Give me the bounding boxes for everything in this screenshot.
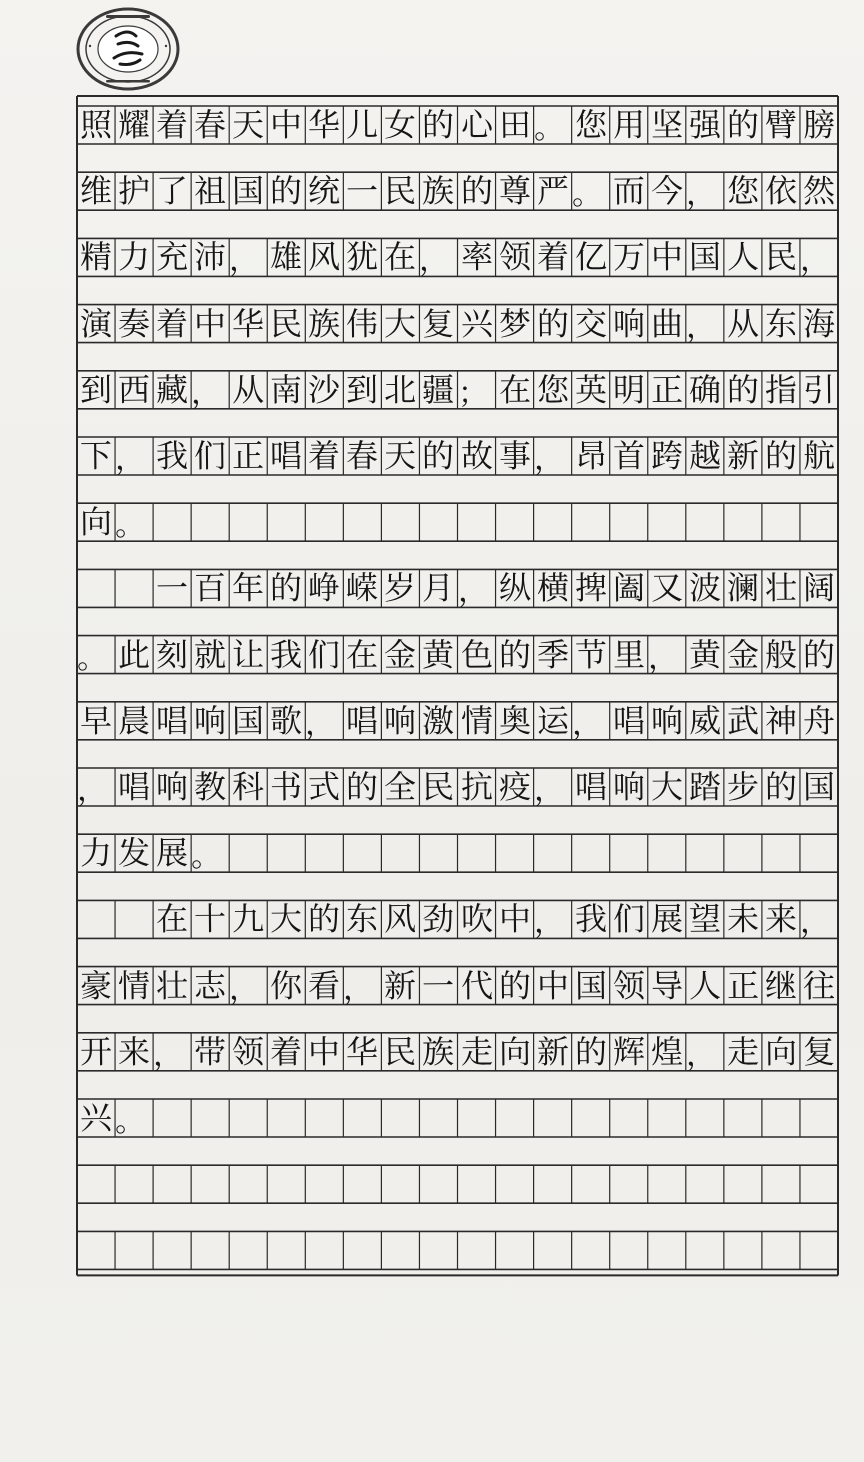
grid-character: 看: [308, 966, 341, 1005]
grid-character: 人: [726, 238, 760, 277]
grid-character: 岁: [384, 569, 417, 608]
grid-character: 十: [193, 900, 227, 939]
grid-character: 情: [117, 966, 151, 1005]
grid-character: 严: [536, 172, 569, 211]
grid-character: 代: [460, 966, 493, 1005]
grid-character: 膀: [802, 105, 836, 145]
grid-character: 海: [802, 304, 836, 343]
grid-character: 的: [498, 635, 531, 674]
grid-character: 黄: [422, 635, 455, 674]
grid-character: 尊: [498, 172, 531, 211]
grid-character: 的: [498, 966, 531, 1005]
grid-character: 志: [193, 966, 227, 1005]
grid-character: 到: [346, 370, 379, 409]
grid-character: 激: [422, 701, 455, 740]
grid-character: 大: [270, 900, 303, 939]
grid-character: 交: [574, 304, 607, 343]
grid-character: 。: [533, 110, 564, 147]
grid-character: 唱: [346, 701, 379, 740]
grid-character: ，: [799, 905, 831, 941]
grid-character: 的: [308, 900, 341, 939]
grid-character: 的: [802, 635, 836, 674]
grid-character: 们: [612, 900, 645, 939]
grid-character: 力: [117, 238, 151, 277]
grid-character: 在: [384, 238, 417, 277]
grid-character: 纵: [498, 569, 531, 608]
grid-character: 走: [726, 1032, 760, 1071]
grid-character: 中: [193, 304, 227, 343]
grid-character: 指: [764, 370, 798, 409]
grid-character: 情: [460, 701, 493, 740]
grid-character: 武: [726, 701, 760, 740]
grid-character: 的: [764, 436, 798, 476]
grid-character: 里: [612, 635, 645, 674]
grid-character: 中: [498, 900, 531, 939]
grid-character: 往: [802, 966, 836, 1005]
grid-character: 歌: [270, 701, 303, 740]
grid-character: 华: [346, 1032, 379, 1071]
grid-character: 一: [346, 172, 379, 211]
grid-character: 力: [79, 834, 113, 873]
grid-character: 的: [270, 569, 303, 608]
grid-character: 开: [79, 1032, 113, 1071]
grid-character: 的: [422, 105, 455, 145]
grid-character: 的: [460, 172, 493, 211]
grid-character: 中: [308, 1032, 341, 1071]
grid-character: 着: [536, 238, 569, 277]
grid-character: 抗: [460, 767, 493, 807]
grid-character: 步: [726, 767, 760, 807]
grid-character: 神: [764, 701, 798, 740]
grid-character: 。: [190, 839, 222, 875]
grid-character: 今: [650, 172, 683, 211]
grid-character: 领: [232, 1032, 265, 1071]
grid-character: 兴: [460, 304, 493, 343]
grid-character: 季: [536, 635, 569, 674]
grid-character: 全: [384, 767, 417, 807]
grid-character: 族: [422, 1032, 455, 1071]
grid-character: 护: [117, 172, 151, 211]
grid-character: 走: [460, 1032, 493, 1071]
grid-character: 着: [270, 1032, 303, 1071]
grid-character: 精: [79, 238, 113, 277]
grid-character: 大: [650, 767, 683, 807]
grid-character: ，: [647, 640, 678, 676]
grid-character: 民: [422, 767, 455, 807]
grid-character: 领: [498, 238, 531, 277]
grid-character: 复: [802, 1032, 836, 1071]
grid-character: 的: [726, 105, 760, 145]
grid-character: 我: [155, 436, 189, 476]
grid-character: 心: [460, 105, 493, 145]
grid-character: 教: [193, 767, 227, 807]
grid-character: 率: [460, 238, 493, 277]
grid-character: 响: [155, 767, 189, 807]
grid-character: 晨: [117, 701, 151, 740]
grid-character: 展: [155, 834, 189, 873]
grid-character: 新: [384, 966, 417, 1005]
grid-character: 让: [232, 635, 265, 674]
grid-character: 嵘: [346, 569, 379, 608]
grid-character: 壮: [155, 966, 189, 1005]
grid-character: 天: [384, 436, 417, 476]
grid-character: 南: [270, 370, 303, 409]
grid-character: 的: [346, 767, 379, 807]
grid-character: 中: [650, 238, 683, 277]
grid-character: 人: [688, 966, 722, 1005]
grid-character: 英: [574, 370, 607, 409]
grid-character: 民: [764, 238, 798, 277]
grid-character: 强: [688, 105, 722, 145]
grid-character: 民: [270, 304, 303, 343]
grid-character: 雄: [270, 238, 303, 277]
grid-character: 金: [384, 635, 417, 674]
grid-character: 风: [384, 900, 417, 939]
grid-character: 阔: [802, 569, 836, 608]
grid-character: 继: [764, 966, 798, 1005]
grid-character: 年: [232, 569, 265, 608]
grid-character: ，: [571, 706, 602, 742]
grid-character: 一: [155, 569, 189, 608]
grid-character: 东: [346, 900, 379, 939]
grid-character: 疆: [422, 370, 455, 409]
grid-character: 照: [79, 105, 113, 145]
grid-character: 天: [232, 105, 265, 145]
grid-character: 我: [270, 635, 303, 674]
grid-character: 响: [612, 304, 645, 343]
grid-character: 首: [612, 436, 645, 476]
grid-character: 曲: [650, 304, 683, 343]
grid-character: 统: [308, 172, 341, 211]
grid-character: 色: [460, 635, 493, 674]
grid-character: 耀: [117, 105, 151, 145]
grid-character: ，: [343, 971, 374, 1007]
grid-character: 充: [155, 238, 189, 277]
grid-character: 辉: [612, 1032, 645, 1071]
grid-character: 祖: [193, 172, 227, 211]
grid-character: 踏: [688, 767, 722, 807]
grid-character: 北: [384, 370, 417, 409]
grid-character: 。: [76, 640, 108, 676]
grid-character: ，: [114, 441, 146, 478]
grid-character: 未: [726, 900, 760, 939]
grid-character: 煌: [650, 1032, 683, 1071]
grid-character: 响: [193, 701, 227, 740]
grid-character: 兴: [79, 1098, 113, 1138]
grid-character: 吹: [460, 900, 493, 939]
grid-character: 田: [498, 105, 531, 145]
grid-character: 导: [650, 966, 683, 1005]
grid-character: 臂: [764, 105, 798, 145]
grid-character: 新: [726, 436, 760, 476]
grid-character: 劲: [422, 900, 455, 939]
grid-character: 般: [764, 635, 798, 674]
grid-character: 从: [232, 370, 265, 409]
grid-character: 伟: [346, 304, 379, 343]
grid-character: ，: [152, 1037, 184, 1073]
grid-character: ，: [457, 574, 488, 610]
grid-character: 而: [612, 172, 645, 211]
grid-character: 豪: [79, 966, 113, 1005]
grid-character: 春: [346, 436, 379, 476]
grid-character: 然: [802, 172, 836, 211]
grid-character: 们: [193, 436, 227, 476]
grid-character: 引: [802, 370, 836, 409]
grid-character: ，: [533, 441, 564, 478]
grid-character: 的: [270, 172, 303, 211]
grid-character: 维: [79, 172, 113, 211]
grid-character: 一: [422, 966, 455, 1005]
grid-character: 您: [536, 370, 569, 409]
grid-character: 您: [574, 105, 607, 145]
grid-character: 唱: [270, 436, 303, 476]
grid-character: 儿: [346, 105, 379, 145]
grid-character: 响: [384, 701, 417, 740]
grid-character: 中: [270, 105, 303, 145]
grid-character: 沙: [308, 370, 341, 409]
grid-character: 此: [117, 635, 151, 674]
grid-character: 。: [571, 177, 602, 213]
grid-character: 向: [79, 503, 113, 542]
grid-character: 运: [536, 701, 569, 740]
grid-character: 着: [308, 436, 341, 476]
grid-character: 我: [574, 900, 607, 939]
grid-character: 望: [688, 900, 722, 939]
grid-character: ，: [533, 772, 564, 809]
grid-character: 威: [688, 701, 722, 740]
grid-character: 国: [232, 172, 265, 211]
grid-character: 事: [498, 436, 531, 476]
grid-character: 展: [650, 900, 683, 939]
grid-character: 正: [650, 370, 683, 409]
grid-character: 领: [612, 966, 645, 1005]
grid-character: 的: [536, 304, 569, 343]
grid-character: 华: [232, 304, 265, 343]
grid-character: 的: [574, 1032, 607, 1071]
grid-character: 从: [726, 304, 760, 343]
grid-character: 发: [117, 834, 151, 873]
grid-character: ，: [419, 243, 450, 279]
grid-character: 万: [612, 238, 645, 277]
grid-character: 了: [155, 172, 189, 211]
grid-character: 。: [114, 1103, 146, 1140]
grid-character: 你: [270, 966, 303, 1005]
grid-character: ；: [457, 375, 488, 411]
grid-character: 九: [232, 900, 265, 939]
grid-character: 节: [574, 635, 607, 674]
grid-character: 唱: [117, 767, 151, 807]
grid-character: 向: [764, 1032, 798, 1071]
grid-character: 国: [802, 767, 836, 807]
grid-character: 民: [384, 1032, 417, 1071]
grid-character: 您: [726, 172, 760, 211]
grid-character: 的: [422, 436, 455, 476]
grid-character: 向: [498, 1032, 531, 1071]
grid-character: 月: [422, 569, 455, 608]
grid-character: 舟: [802, 701, 836, 740]
grid-character: 峥: [308, 569, 341, 608]
grid-character: 航: [802, 436, 836, 476]
grid-character: 昂: [574, 436, 607, 476]
grid-character: 民: [384, 172, 417, 211]
grid-character: ，: [305, 706, 336, 742]
grid-character: 横: [536, 569, 569, 608]
grid-character: 族: [308, 304, 341, 343]
grid-character: 春: [193, 105, 227, 145]
grid-character: 壮: [764, 569, 798, 608]
grid-character: 捭: [574, 569, 607, 608]
grid-character: 用: [612, 105, 645, 145]
grid-character: 国: [232, 701, 265, 740]
grid-character: 刻: [155, 635, 189, 674]
grid-character: 阖: [612, 569, 645, 608]
grid-character: 国: [574, 966, 607, 1005]
grid-character: 波: [688, 569, 722, 608]
grid-character: 国: [688, 238, 722, 277]
grid-character: ，: [799, 243, 831, 279]
grid-character: 到: [79, 370, 113, 409]
grid-character: ，: [229, 243, 260, 279]
grid-character: 奏: [117, 304, 151, 343]
grid-character: 在: [155, 900, 189, 939]
grid-character: 唱: [612, 701, 645, 740]
grid-character: 故: [460, 436, 493, 476]
grid-character: ，: [685, 177, 717, 213]
grid-character: 正: [232, 436, 265, 476]
grid-character: 越: [688, 436, 722, 476]
grid-character: 科: [232, 767, 265, 807]
grid-character: 沛: [193, 238, 227, 277]
grid-character: 跨: [650, 436, 683, 476]
grid-character: 西: [117, 370, 151, 409]
grid-character: 确: [688, 370, 722, 409]
grid-character: 来: [764, 900, 798, 939]
grid-character: 的: [726, 370, 760, 409]
grid-character: 百: [193, 569, 227, 608]
grid-character: 疫: [498, 767, 531, 807]
grid-character: 带: [193, 1032, 227, 1071]
grid-character: 着: [155, 105, 189, 145]
grid-character: 复: [422, 304, 455, 343]
grid-character: 风: [308, 238, 341, 277]
grid-character: 族: [422, 172, 455, 211]
grid-character: 明: [612, 370, 645, 409]
grid-character: 华: [308, 105, 341, 145]
grid-character: ，: [533, 905, 564, 941]
grid-character: 唱: [574, 767, 607, 807]
grid-character: 梦: [498, 304, 531, 343]
grid-character: 演: [79, 304, 113, 343]
grid-character: 们: [308, 635, 341, 674]
grid-character: 式: [308, 767, 341, 807]
grid-character: 金: [726, 635, 760, 674]
grid-character: ，: [76, 772, 108, 809]
grid-character: 响: [612, 767, 645, 807]
grid-character: 中: [536, 966, 569, 1005]
grid-character: 坚: [650, 105, 683, 145]
grid-character: 来: [117, 1032, 151, 1071]
grid-character: 女: [384, 105, 417, 145]
grid-character: 唱: [155, 701, 189, 740]
grid-character: 在: [498, 370, 531, 409]
grid-character: 东: [764, 304, 798, 343]
grid-character: 书: [270, 767, 303, 807]
grid-character: 奥: [498, 701, 531, 740]
grid-character: 犹: [346, 238, 379, 277]
grid-character: 正: [726, 966, 760, 1005]
grid-character: 下: [79, 436, 113, 476]
grid-character: 澜: [726, 569, 760, 608]
grid-character: ，: [229, 971, 260, 1007]
grid-character: 依: [764, 172, 798, 211]
grid-character: ，: [190, 375, 222, 411]
grid-character: 在: [346, 635, 379, 674]
grid-character: ，: [685, 309, 717, 345]
grid-character: 大: [384, 304, 417, 343]
grid-character: 又: [650, 569, 683, 608]
grid-character: 响: [650, 701, 683, 740]
grid-character: 藏: [155, 370, 189, 409]
grid-character: 黄: [688, 635, 722, 674]
grid-character: 就: [193, 635, 227, 674]
grid-character: 亿: [574, 238, 607, 277]
grid-character: 新: [536, 1032, 569, 1071]
grid-character: 的: [764, 767, 798, 807]
grid-character: 早: [79, 701, 113, 740]
grid-character: 着: [155, 304, 189, 343]
grid-character: 。: [114, 508, 146, 544]
grid-character: ，: [685, 1037, 717, 1073]
